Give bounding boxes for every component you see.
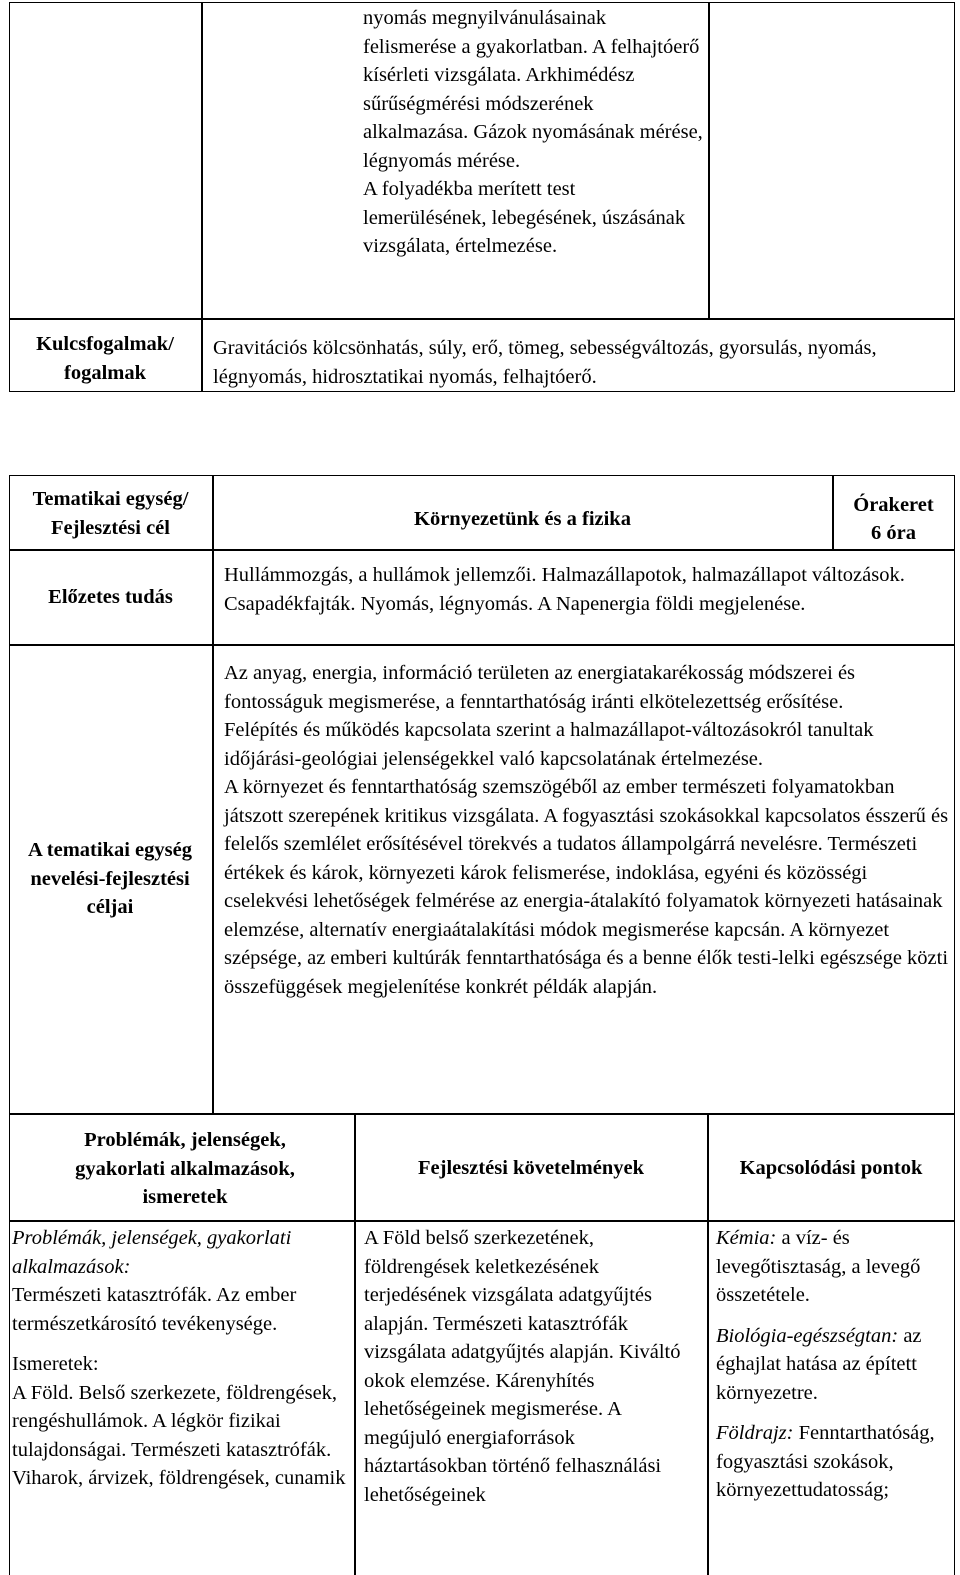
subject-biology: Biológia-egészségtan: [716, 1324, 899, 1347]
knowledge-subheading: Ismeretek: [12, 1353, 99, 1375]
connection-biology [716, 1322, 950, 1408]
connection-chemistry-text: a víz- és levegőtisztaság, a levegő összetétele. [716, 1227, 921, 1306]
key-concepts-label: Kulcsfogalmak/ fogalmak [36, 333, 174, 384]
knowledge-text: A Föld. Belső szerkezete, földrengések, rengéshullámok. A légkör fizikai tulajdonságai. Természeti katasztrófák. Viharok, árvizek, földrengések, cunamik [12, 1381, 346, 1489]
problems-text: Természeti katasztrófák. Az ember természetkárosító tevékenysége. [12, 1284, 297, 1335]
connections-column [716, 1224, 950, 1505]
continuation-text: nyomás megnyilvánulásainak felismerése a gyakorlatban. A felhajtóerő kísérleti vizsgálata. Arkhimédész sűrűségmérési módszerének alkalmazása. Gázok nyomásának mérése, légnyomás mérése. A folyadékba merített test lemerülésének, lebegésének, úszásának vizsgálata, értelmezése. [363, 7, 703, 257]
top-table-divider-right [708, 2, 710, 319]
hours-label [833, 491, 954, 547]
unit-label: Tematikai egység/ Fejlesztési cél [32, 488, 189, 539]
hours-label-text: Órakeret [853, 494, 934, 516]
header-connections: Kapcsolódási pontok [739, 1157, 923, 1179]
goals-paragraph-2: Felépítés és működés kapcsolata szerint a halmazállapot-változásokról tanultak időjárási-geológiai jelenségekkel való kapcsolatának értelmezése. [224, 719, 874, 770]
unit-title: Környezetünk és a fizika [414, 508, 631, 530]
hours-value: 6 óra [871, 522, 916, 544]
row-divider-2 [9, 644, 955, 646]
goals-label: A tematikai egység nevelési-fejlesztési céljai [28, 839, 192, 918]
goals-paragraph-3: A környezet és fenntarthatóság szemszögéből az ember természeti folyamatokban játszott szerepének kritikus vizsgálata. A fogyasztási szokásokkal kapcsolatos ésszerű és felelős szemlélet erősítésével törekvés a tudatos állampolgárrá nevelésre. Természeti értékek és károk, környezeti károk felismerése, indoklása, egyéni és közösségi cselekvési lehetőségek felmérése az energia-átalakító folyamatok környezeti hatásainak elemzése, alternatív energiaátalakítási módok megismerése kapcsán. A környezet szépsége, az emberi kultúrák fenntarthatósága és a benne élők testi-lelki egészsége közti összefüggések megjelenítése konkrét példák alapján. [224, 776, 949, 998]
header-requirements: Fejlesztési követelmények [418, 1157, 644, 1179]
goals-text [224, 659, 950, 1001]
key-concepts-text: Gravitációs kölcsönhatás, súly, erő, tömeg, sebességváltozás, gyorsulás, nyomás, légnyomás, hidrosztatikai nyomás, felhajtóerő. [213, 337, 877, 388]
connection-biology-text: az éghajlat hatása az épített környezetre. [716, 1324, 922, 1404]
prior-knowledge-label: Előzetes tudás [48, 586, 173, 608]
goals-paragraph-1: Az anyag, energia, információ területen az energiatakarékosság módszerei és fontosságuk megismerése, a fenntarthatóság iránti elkötelezettség erősítése. [224, 662, 856, 713]
row-divider-4 [9, 1220, 955, 1222]
top-table-divider-left [201, 2, 203, 392]
subject-chemistry: Kémia: [716, 1227, 777, 1249]
connection-chemistry [716, 1224, 950, 1310]
unit-label-divider [212, 475, 214, 1114]
subject-geography: Földrajz: [716, 1422, 794, 1444]
problems-column [12, 1224, 352, 1493]
connection-geography-text: Fenntarthatóság, fogyasztási szokások, környezettudatosság; [716, 1422, 935, 1501]
col-divider-1 [354, 1114, 356, 1575]
row-divider-1 [9, 549, 955, 551]
top-table-row-divider [9, 318, 955, 320]
requirements-column: A Föld belső szerkezetének, földrengések keletkezésének terjedésének vizsgálata adatgyűjtés alapján. Természeti katasztrófák vizsgálata adatgyűjtés alapján. Kiváltó okok elemzése. Kárenyhítés lehetőségeinek megismerése. A megújuló energiaforrások háztartásokban történő felhasználási lehetőségeinek [364, 1227, 681, 1506]
connection-geography [716, 1419, 950, 1505]
header-problems: Problémák, jelenségek, gyakorlati alkalmazások, ismeretek [75, 1129, 295, 1208]
prior-knowledge-text: Hullámmozgás, a hullámok jellemzői. Halmazállapotok, halmazállapot változások. Csapadékfajták. Nyomás, légnyomás. A Napenergia földi megjelenése. [224, 564, 905, 615]
col-divider-2 [707, 1114, 709, 1575]
problems-subheading: Problémák, jelenségek, gyakorlati alkalmazások: [12, 1227, 292, 1278]
row-divider-3 [9, 1113, 955, 1115]
